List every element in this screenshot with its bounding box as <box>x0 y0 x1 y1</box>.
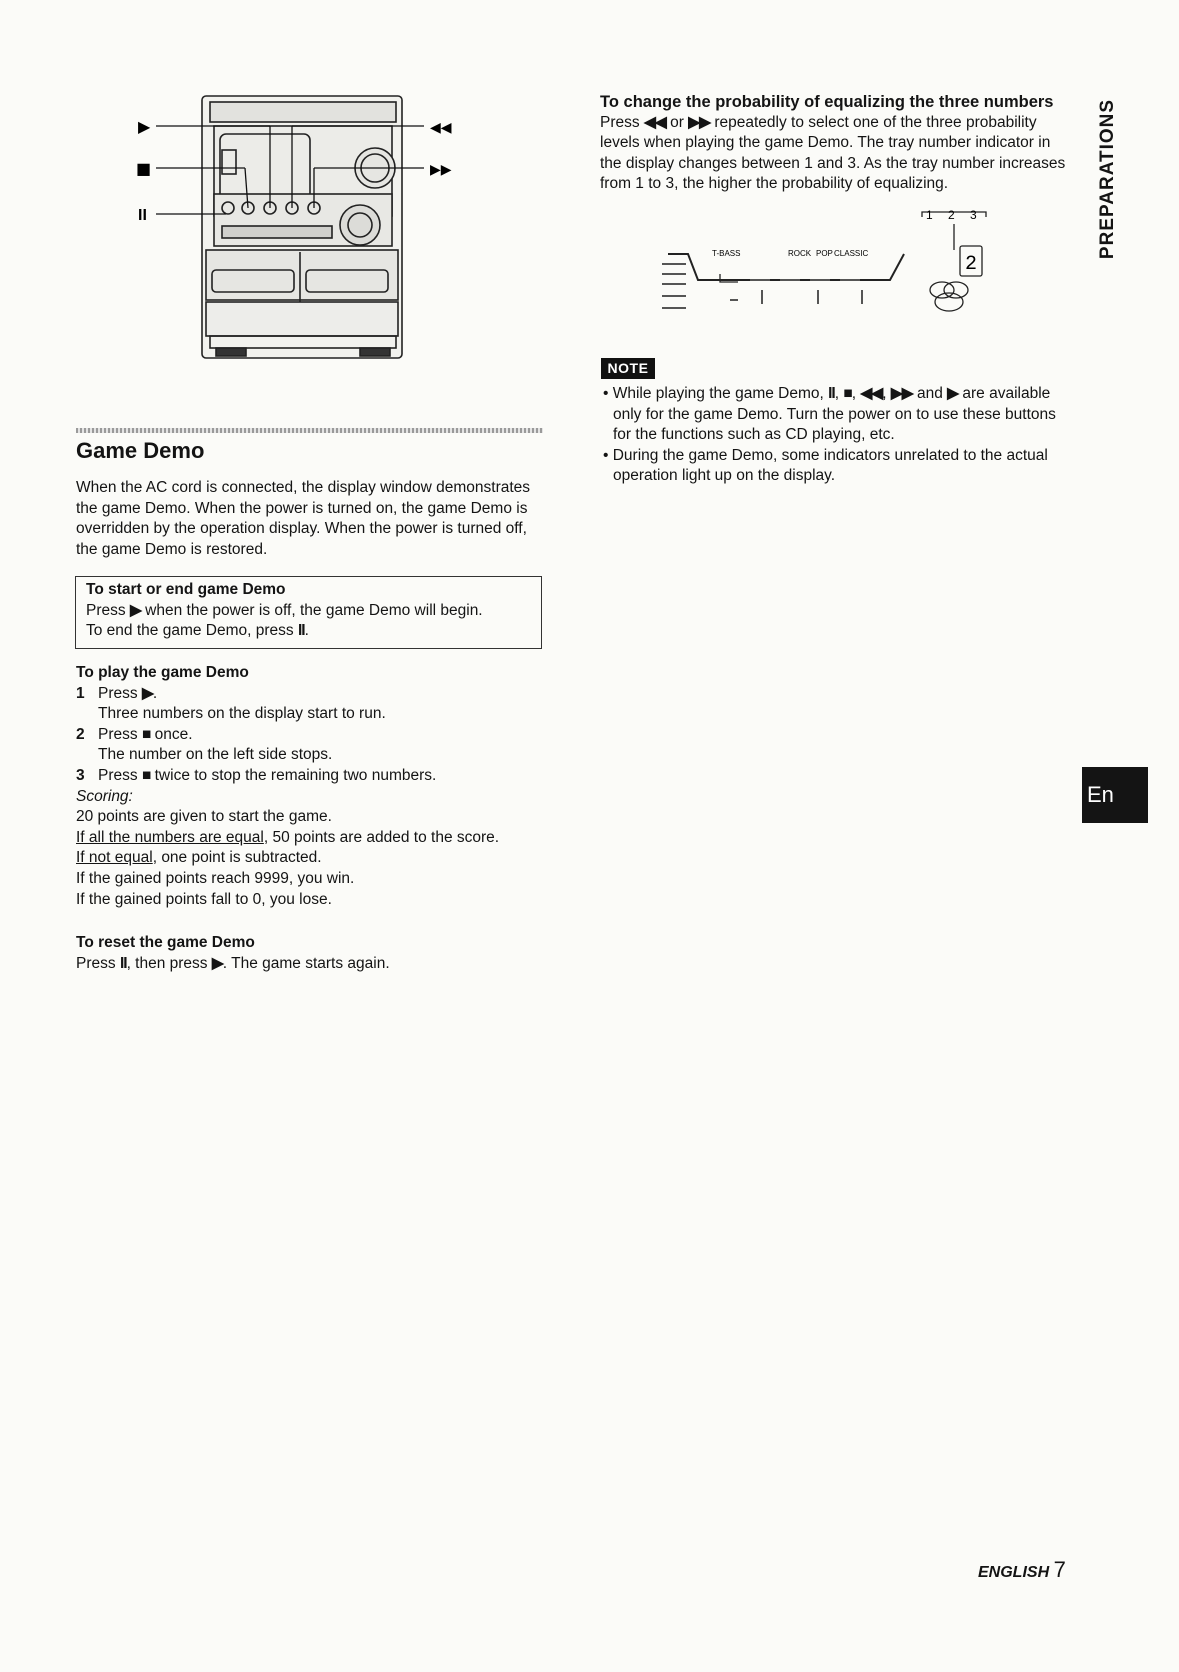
stereo-system-diagram <box>130 90 490 380</box>
note-item: • During the game Demo, some indicators unrelated to the actual operation light up on the display. <box>603 446 1048 485</box>
end-line: To end the game Demo, press II. <box>86 622 309 640</box>
ffwd-symbol-label: ▶▶ <box>430 162 452 178</box>
play-symbol: ▶ <box>141 684 153 702</box>
note-list <box>603 384 1075 487</box>
classic-label: CLASSIC <box>834 249 869 258</box>
scoring-line: If the gained points reach 9999, you win. <box>76 869 355 887</box>
start-line: Press ▶ when the power is off, the game Demo will begin. <box>86 601 483 619</box>
scoring-line: 20 points are given to start the game. <box>76 808 332 826</box>
probability-text: Press ◀◀ or ▶▶ repeatedly to select one of the three probability levels when playing the game Demo. The tray number indicator in the display changes between 1 and 3. As the tray number increases from 1 to 3, the higher the probability of equalizing. <box>600 113 1066 193</box>
probability-section <box>600 92 1075 195</box>
scoring-label: Scoring: <box>76 787 133 805</box>
start-end-heading: To start or end game Demo <box>86 581 286 598</box>
play-heading: To play the game Demo <box>76 664 249 681</box>
pause-symbol-label: II <box>138 207 147 224</box>
stop-symbol: ■ <box>141 766 151 784</box>
step-2: 2 Press ■ once. <box>76 725 193 743</box>
intro-paragraph: When the AC cord is connected, the display window demonstrates the game Demo. When the power is turned on, the game Demo is overridden by the operation display. When the power is turned off, the game Demo is restored. <box>76 479 531 558</box>
play-instructions <box>76 663 556 910</box>
play-symbol-label: ▶ <box>138 117 151 136</box>
stop-symbol: ■ <box>141 725 151 743</box>
stop-symbol-label: ■ <box>136 159 152 178</box>
rewind-symbol: ◀◀ <box>860 385 883 402</box>
reset-line: Press II, then press ▶. The game starts again. <box>76 954 390 972</box>
seq-one: 1 <box>926 208 933 222</box>
play-symbol: ▶ <box>947 385 959 402</box>
footer-language: ENGLISH <box>978 1564 1050 1581</box>
scoring-line: If the gained points fall to 0, you lose. <box>76 890 332 908</box>
seq-three: 3 <box>970 208 977 222</box>
pause-symbol: II <box>828 385 835 402</box>
tbass-label: T-BASS <box>712 249 741 258</box>
rock-label: ROCK <box>788 249 812 258</box>
section-side-tab: PREPARATIONS <box>1097 98 1118 260</box>
page-number: 7 <box>1053 1557 1066 1582</box>
step-2-detail: The number on the left side stops. <box>98 746 333 764</box>
note-item: • While playing the game Demo, II, ■, ◀◀, ▶▶ and ▶ are available only for the game Demo. Turn the power on to use these buttons for the functions such as CD playing, etc. <box>603 385 1056 444</box>
reset-heading: To reset the game Demo <box>76 934 255 951</box>
ffwd-symbol: ▶▶ <box>890 385 913 402</box>
page-footer <box>978 1557 1066 1583</box>
probability-heading: To change the probability of equalizing the three numbers <box>600 93 1054 111</box>
pause-symbol: II <box>297 622 305 640</box>
reset-instructions <box>76 933 556 974</box>
start-end-box <box>75 576 542 649</box>
pause-symbol: II <box>119 954 127 972</box>
play-symbol: ▶ <box>129 601 141 619</box>
seq-two: 2 <box>948 208 955 222</box>
ffwd-symbol: ▶▶ <box>688 113 711 131</box>
step-3: 3 Press ■ twice to stop the remaining two numbers. <box>76 766 437 784</box>
section-title: Game Demo <box>76 438 205 463</box>
play-symbol: ▶ <box>211 954 223 972</box>
language-tab: En <box>1082 767 1148 823</box>
section-rule <box>76 428 543 433</box>
display-illustration <box>650 204 1010 329</box>
scoring-line: If all the numbers are equal, 50 points are added to the score. <box>76 828 500 846</box>
pop-label: POP <box>816 249 833 258</box>
rewind-symbol: ◀◀ <box>643 113 666 131</box>
step-1: 1 Press ▶. <box>76 684 158 702</box>
rewind-symbol-label: ◀◀ <box>430 120 452 136</box>
stop-symbol: ■ <box>843 385 852 402</box>
scoring-line: If not equal, one point is subtracted. <box>76 849 322 867</box>
step-1-detail: Three numbers on the display start to run. <box>98 705 386 723</box>
note-badge: NOTE <box>601 358 655 379</box>
tray-digit: 2 <box>965 253 978 276</box>
